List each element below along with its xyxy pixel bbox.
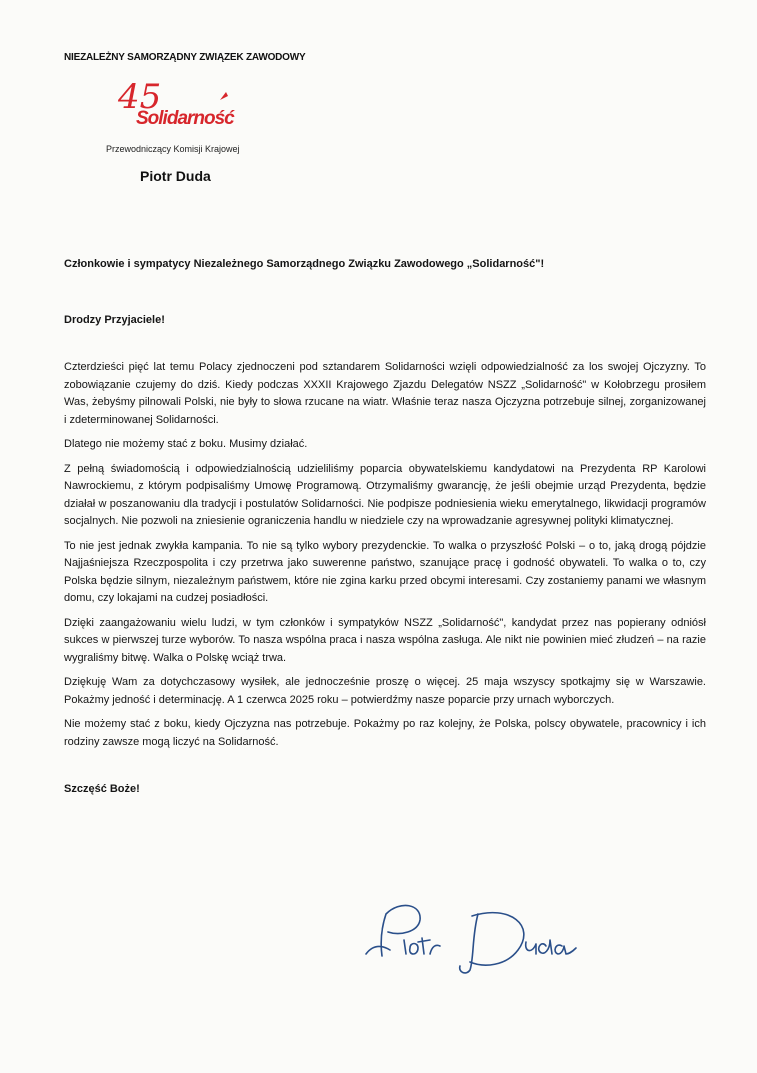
signatory-name: Piotr Duda xyxy=(140,168,211,184)
svg-text:45: 45 xyxy=(118,77,162,117)
solidarnosc-45-logo xyxy=(116,74,246,130)
paragraph: To nie jest jednak zwykła kampania. To nie są tylko wybory prezydenckie. To walka o przyszłość Polski – o to, jaką drogą pójdzie Najjaśniejsza Rzeczpospolita i czy przetrwa jako suwerenne państwo, szanujące pracę i godność obywateli. To walka o to, czy Polska będzie silnym, niezależnym państwem, które nie zgina karku przed obcymi interesami. Czy zostaniemy panami we własnym domu, czy lokajami na cudzej posiadłości. xyxy=(64,539,706,604)
greeting: Drodzy Przyjaciele! xyxy=(64,313,165,326)
closing: Szczęść Boże! xyxy=(64,783,140,795)
signatory-role: Przewodniczący Komisji Krajowej xyxy=(106,144,240,154)
paragraph: Czterdzieści pięć lat temu Polacy zjednoczeni pod sztandarem Solidarności wzięli odpowiedzialność za los swojej Ojczyzny. To zobowiązanie czujemy do dziś. Kiedy podczas XXXII Krajowego Zjazdu Delegatów NSZZ „Solidarność" w Kołobrzegu prosiłem Was, żebyśmy pilnowali Polski, nie były to słowa rzucane na wiatr. Właśnie teraz nasza Ojczyzna potrzebuje silnej, zorganizowanej i zdeterminowanej Solidarności. xyxy=(64,361,706,426)
paragraph: Nie możemy stać z boku, kiedy Ojczyzna nas potrzebuje. Pokażmy po raz kolejny, że Polska, polscy obywatele, pracownicy i ich rodziny zawsze mogą liczyć na Solidarność. xyxy=(64,718,706,748)
organization-name: NIEZALEŻNY SAMORZĄDNY ZWIĄZEK ZAWODOWY xyxy=(64,52,306,63)
paragraph: Z pełną świadomością i odpowiedzialnością udzieliliśmy poparcia obywatelskiemu kandydatowi na Prezydenta RP Karolowi Nawrockiemu, z którym podpisaliśmy Umowę Programową. Otrzymaliśmy gwarancję, że jeśli obejmie urząd Prezydenta, będzie działał w poszanowaniu dla tradycji i postulatów Solidarności. Nie podpisze podniesienia wieku emerytalnego, likwidacji programów socjalnych. Nie pozwoli na zniesienie ograniczenia handlu w niedziele czy na wprowadzanie agresywnej polityki klimatycznej. xyxy=(64,462,706,527)
handwritten-signature xyxy=(360,896,590,976)
paragraph: Dziękuję Wam za dotychczasowy wysiłek, ale jednocześnie proszę o więcej. 25 maja wszyscy spotkajmy się w Warszawie. Pokażmy jedność i determinację. A 1 czerwca 2025 roku – potwierdźmy nasze poparcie przy urnach wyborczych. xyxy=(64,676,706,706)
letter-body xyxy=(64,256,706,799)
salutation: Członkowie i sympatycy Niezależnego Samorządnego Związku Zawodowego „Solidarność"! xyxy=(64,258,545,270)
paragraph: Dlatego nie możemy stać z boku. Musimy działać. xyxy=(64,438,308,450)
svg-text:Solidarność: Solidarność xyxy=(136,108,234,129)
paragraph: Dzięki zaangażowaniu wielu ludzi, w tym członków i sympatyków NSZZ „Solidarność", kandydat przez nas popierany odniósł sukces w pierwszej turze wyborów. To nasza wspólna praca i nasza wspólna zasługa. Ale nikt nie powinien mieć złudzeń – na razie wygraliśmy bitwę. Walka o Polskę wciąż trwa. xyxy=(64,616,706,664)
